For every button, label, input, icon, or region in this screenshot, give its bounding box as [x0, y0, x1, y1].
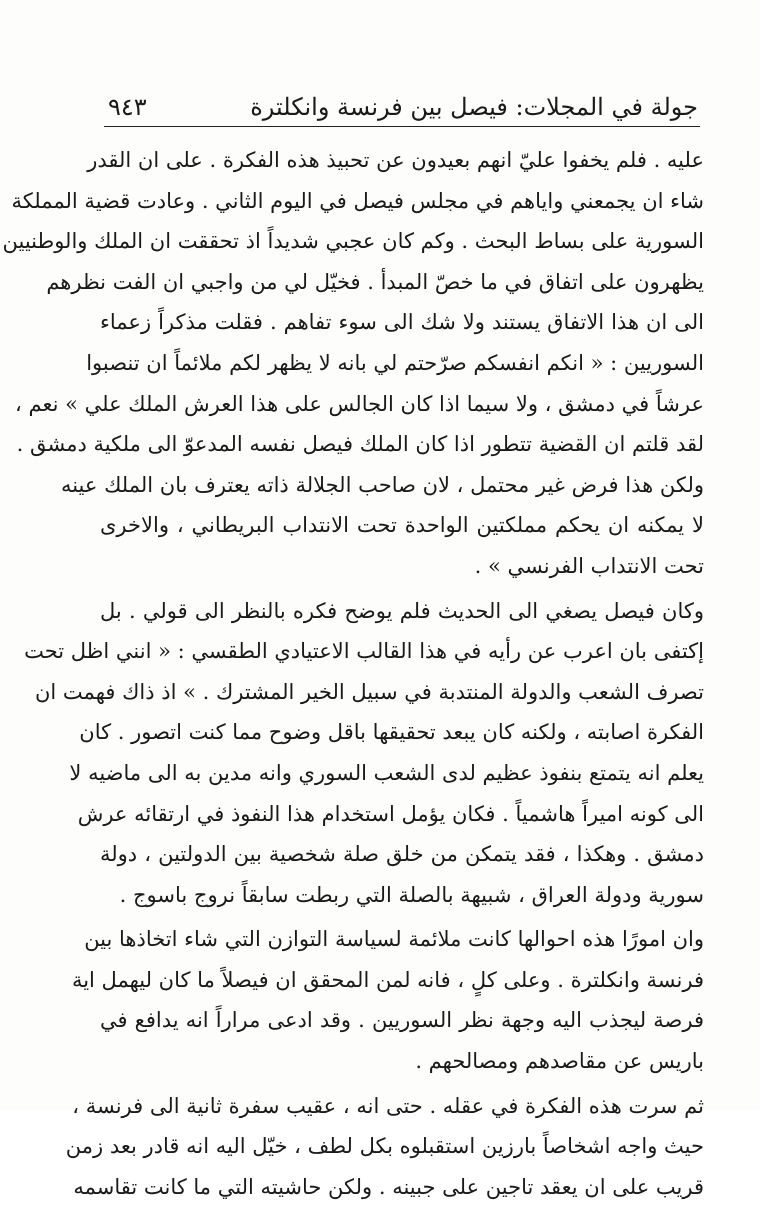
- text-line: لقد قلتم ان القضية تتطور اذا كان الملك فيصل نفسه المدعوّ الى ملكية دمشق .: [16, 432, 704, 457]
- text-line: الى ان هذا الاتفاق يستند ولا شك الى سوء تفاهم . فقلت مذكراً زعماء: [100, 310, 704, 335]
- text-line: فرصة ليجذب اليه وجهة نظر السوريين . وقد ادعى مراراً انه يدافع في: [100, 1008, 704, 1033]
- page-number: ٩٤٣: [108, 93, 147, 121]
- text-line: الى كونه اميراً هاشمياً . فكان يؤمل استخدام هذا النفوذ في ارتقائه عرش: [77, 801, 704, 826]
- text-line: إكتفى بان اعرب عن رأيه في هذا القالب الاعتيادي الطقسي : « انني اظل تحت: [24, 639, 704, 664]
- text-line: فرنسة وانكلترة . وعلى كلٍ ، فانه لمن المحقق ان فيصلاً ما كان ليهمل اية: [71, 967, 704, 992]
- body-text: [2, 140, 704, 1207]
- text-line: سورية ودولة العراق ، شبيهة بالصلة التي ربطت سابقاً نروج باسوج .: [119, 882, 704, 907]
- text-line: وكان فيصل يصغي الى الحديث فلم يوضح فكره بالنظر الى قولي . بل: [100, 598, 704, 623]
- paragraph: [24, 591, 704, 916]
- text-line: يعلم انه يتمتع بنفوذ عظيم لدى الشعب السوري وانه مدين به الى ماضيه لا: [69, 760, 704, 785]
- running-title: جولة في المجلات: فيصل بين فرنسة وانكلترة: [250, 93, 698, 121]
- text-line: دمشق . وهكذا ، فقد يتمكن من خلق صلة شخصية بين الدولتين ، دولة: [100, 842, 704, 867]
- running-header: [108, 82, 698, 122]
- paragraph: [65, 1086, 704, 1207]
- text-line: حيث واجه اشخاصاً بارزين استقبلوه بكل لطف ، خيّل اليه انه قادر بعد زمن: [65, 1134, 704, 1159]
- text-line: باريس عن مقاصدهم ومصالحهم .: [415, 1049, 704, 1074]
- text-line: قريب على ان يعقد تاجين على جبينه . ولكن حاشيته التي ما كانت تقاسمه: [73, 1174, 704, 1199]
- text-line: عرشاً في دمشق ، ولا سيما اذا كان الجالس على هذا العرش الملك علي » نعم ،: [15, 391, 704, 416]
- text-line: لا يمكنه ان يحكم مملكتين الواحدة تحت الانتداب البريطاني ، والاخرى: [100, 513, 704, 538]
- paragraph: [2, 140, 704, 587]
- text-line: ولكن هذا فرض غير محتمل ، لان صاحب الجلالة ذاته يعترف بان الملك عينه: [60, 472, 704, 497]
- text-line: الفكرة اصابته ، ولكنه كان يبعد تحقيقها باقل وضوح مما كنت اتصور . كان: [79, 720, 704, 745]
- text-line: السورية على بساط البحث . وكم كان عجبي شديداً اذ تحققت ان الملك والوطنيين: [2, 229, 704, 254]
- text-line: يظهرون على اتفاق في ما خصّ المبدأ . فخيّل لي من واجبي ان الفت نظرهم: [46, 269, 704, 294]
- header-rule: [104, 126, 700, 127]
- text-line: عليه . فلم يخفوا عليّ انهم بعيدون عن تحبيذ هذه الفكرة . على ان القدر: [87, 148, 704, 172]
- text-line: تصرف الشعب والدولة المنتدبة في سبيل الخير المشترك . » اذ ذاك فهمت ان: [35, 679, 704, 704]
- text-line: تحت الانتداب الفرنسي » .: [474, 553, 704, 578]
- paragraph: [71, 919, 704, 1081]
- text-line: ثم سرت هذه الفكرة في عقله . حتى انه ، عقيب سفرة ثانية الى فرنسة ،: [72, 1093, 704, 1118]
- text-line: وان امورًا هذه احوالها كانت ملائمة لسياسة التوازن التي شاء اتخاذها بين: [84, 927, 704, 952]
- text-line: شاء ان يجمعني واياهم في مجلس فيصل في اليوم الثاني . وعادت قضية المملكة: [11, 188, 704, 213]
- text-line: السوريين : « انكم انفسكم صرّحتم لي بانه لا يظهر لكم ملائماً ان تنصبوا: [86, 350, 704, 375]
